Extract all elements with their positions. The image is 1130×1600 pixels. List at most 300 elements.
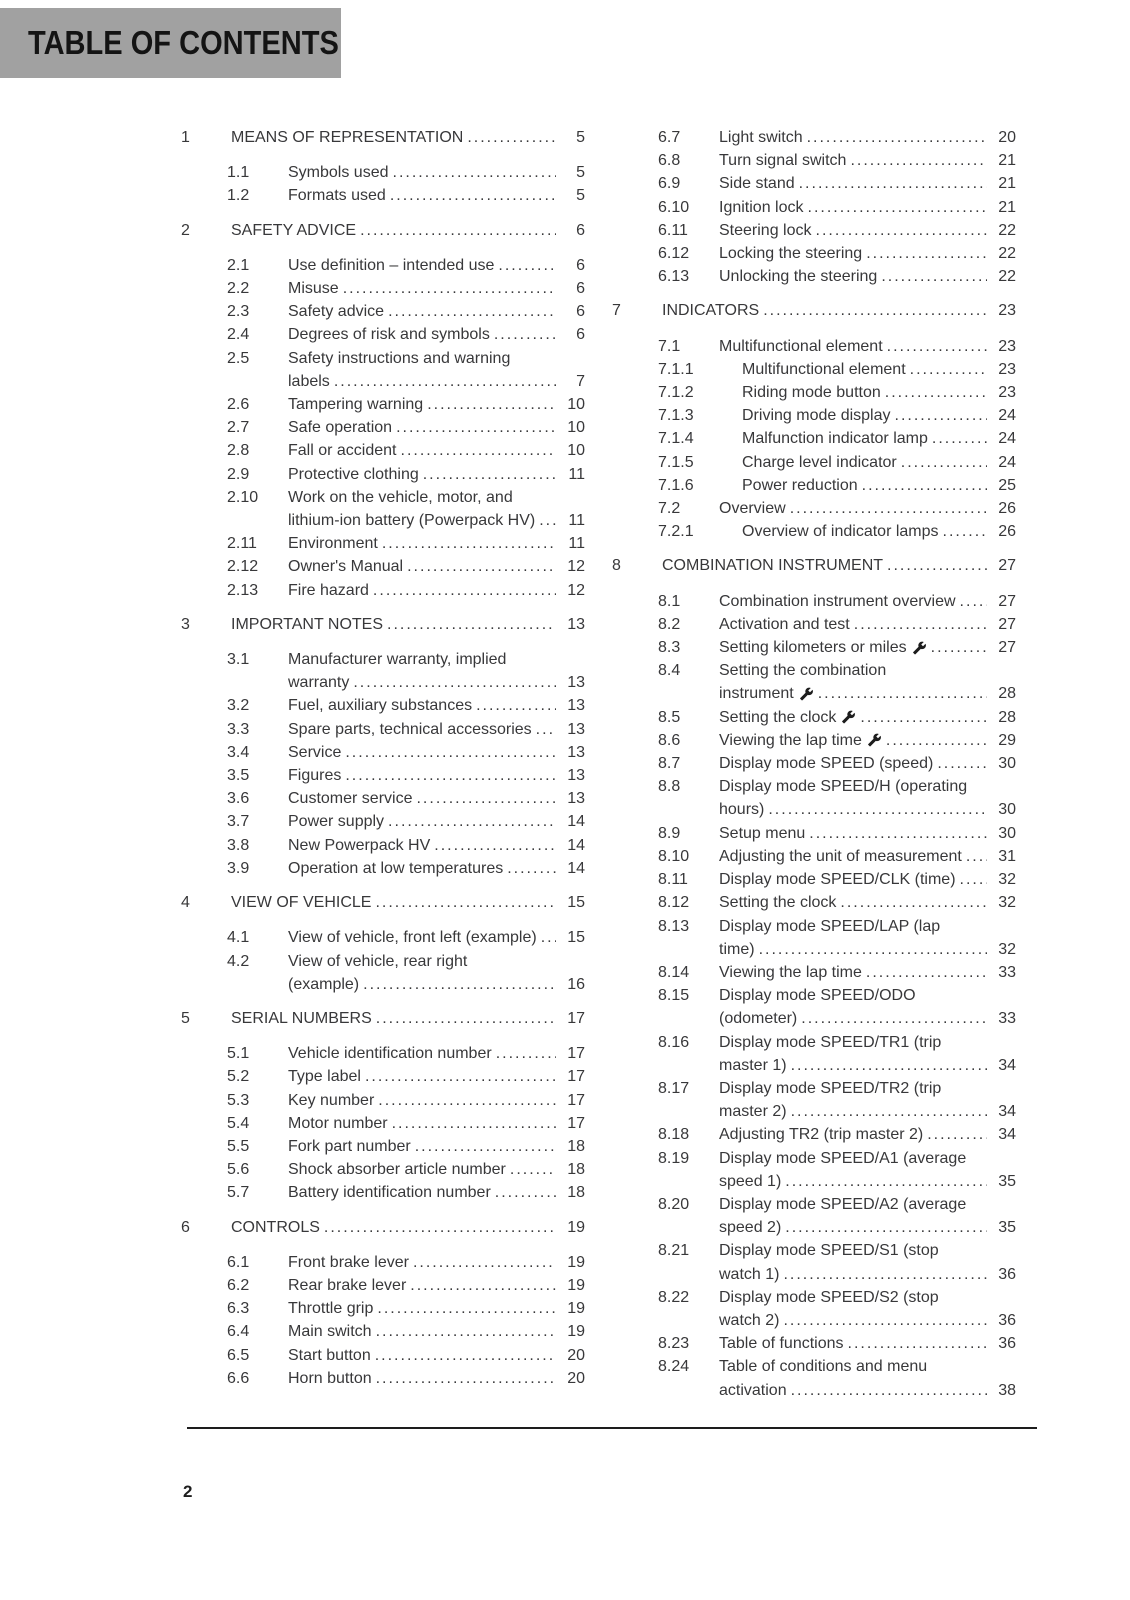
toc-entry-number: 5.7 (227, 1184, 250, 1202)
toc-entry-number: 8.7 (658, 755, 681, 773)
dot-leader (498, 254, 556, 277)
toc-entry-title: COMBINATION INSTRUMENT (662, 557, 884, 575)
toc-entry-page-number: 5 (576, 187, 585, 205)
dot-leader (966, 845, 987, 868)
toc-entry-page-number: 24 (998, 430, 1016, 448)
dot-leader (401, 439, 557, 462)
toc-entry-title: Customer service (288, 790, 413, 808)
dot-leader (377, 1297, 556, 1320)
dot-leader (763, 299, 987, 322)
dot-leader (324, 1216, 556, 1239)
dot-leader (816, 219, 988, 242)
toc-entry-number: 2.13 (227, 581, 259, 599)
toc-entry-page-number: 32 (998, 894, 1016, 912)
toc-entry-page-number: 21 (998, 175, 1016, 193)
toc-entry-page-number: 19 (567, 1218, 585, 1236)
toc-entry (181, 300, 585, 323)
toc-entry-number: 6.1 (227, 1253, 250, 1271)
toc-entry (181, 277, 585, 300)
toc-entry-number: 6.8 (658, 152, 681, 170)
toc-entry-number: 8.5 (658, 708, 681, 726)
toc-entry-title: Power reduction (742, 476, 858, 494)
toc-entry-number: 6.5 (227, 1346, 250, 1364)
dot-leader (791, 1379, 987, 1402)
toc-entry-title: Setting the combination (719, 662, 887, 680)
toc-entry-number: 8.14 (658, 963, 690, 981)
toc-entry-title: Overview of indicator lamps (742, 523, 939, 541)
toc-entry (181, 1042, 585, 1065)
dot-leader (783, 1309, 987, 1332)
toc-entry-number: 8.11 (658, 871, 688, 889)
dot-leader (375, 1344, 556, 1367)
dot-leader (791, 1054, 987, 1077)
toc-entry-title: Fork part number (288, 1137, 411, 1155)
toc-entry (612, 149, 1016, 172)
toc-entry-title: speed 2) (719, 1219, 782, 1237)
dot-leader (510, 1158, 556, 1181)
toc-entry-page-number: 17 (567, 1009, 585, 1027)
dot-leader (360, 219, 556, 242)
toc-entry-title: Manufacturer warranty, implied (288, 651, 507, 669)
toc-entry-number: 8.20 (658, 1195, 690, 1213)
toc-entry-title: Setting kilometers or miles (719, 639, 907, 657)
toc-entry-title: VIEW OF VEHICLE (231, 894, 372, 912)
dot-leader (390, 184, 556, 207)
toc-entry-page-number: 11 (568, 512, 585, 530)
dot-leader (866, 242, 987, 265)
toc-entry (612, 590, 1016, 613)
toc-entry-page-number: 7 (576, 372, 585, 390)
toc-entry-title: Side stand (719, 175, 795, 193)
toc-entry-page-number: 29 (998, 731, 1016, 749)
toc-entry-page-number: 19 (567, 1253, 585, 1271)
toc-entry-title: Owner's Manual (288, 558, 404, 576)
footer-page-number: 2 (183, 1482, 193, 1501)
dot-leader (860, 706, 987, 729)
dot-leader (807, 126, 987, 149)
dot-leader (415, 1135, 556, 1158)
toc-entry (181, 323, 585, 346)
toc-entry-number: 8.13 (658, 917, 690, 935)
toc-entry (612, 1123, 1016, 1146)
toc-entry-title: Key number (288, 1091, 375, 1109)
dot-leader (850, 149, 987, 172)
toc-entry-title: Main switch (288, 1323, 372, 1341)
dot-leader (388, 300, 556, 323)
toc-entry-number: 6.9 (658, 175, 681, 193)
toc-entry-number: 8.16 (658, 1033, 690, 1051)
toc-entry (181, 463, 585, 486)
toc-entry-title: Formats used (288, 187, 386, 205)
toc-entry-number: 2.5 (227, 349, 250, 367)
toc-entry (181, 1251, 585, 1274)
toc-entry-title: Riding mode button (742, 384, 881, 402)
toc-entry (612, 172, 1016, 195)
toc-entry-number: 8.15 (658, 987, 690, 1005)
toc-entry-page-number: 36 (998, 1265, 1016, 1283)
toc-entry-number: 8.17 (658, 1079, 690, 1097)
toc-entry-number: 7.1.6 (658, 476, 694, 494)
toc-entry-page-number: 20 (998, 129, 1016, 146)
toc-entry (181, 184, 585, 207)
toc-entry-number: 6.11 (658, 221, 688, 239)
toc-entry (181, 1320, 585, 1343)
toc-entry-page-number: 19 (567, 1300, 585, 1318)
dot-leader (334, 370, 556, 393)
toc-entry (612, 613, 1016, 636)
toc-entry-page-number: 32 (998, 940, 1016, 958)
toc-entry-number: 3.6 (227, 790, 250, 808)
toc-entry-title: CONTROLS (231, 1218, 320, 1236)
toc-entry-number: 8.10 (658, 847, 690, 865)
dot-leader (809, 822, 987, 845)
toc-entry-title: Adjusting TR2 (trip master 2) (719, 1126, 924, 1144)
toc-entry-number: 3.2 (227, 697, 250, 715)
toc-entry-number: 8.12 (658, 894, 690, 912)
toc-entry-number: 8.23 (658, 1335, 690, 1353)
toc-entry-number: 6.4 (227, 1323, 250, 1341)
dot-leader (862, 474, 987, 497)
toc-entry-title: New Powerpack HV (288, 836, 431, 854)
dot-leader (407, 555, 556, 578)
dot-leader (943, 520, 987, 543)
page-title: TABLE OF CONTENTS (28, 24, 339, 61)
toc-entry (181, 950, 585, 996)
dot-leader (768, 798, 987, 821)
toc-entry (181, 1216, 585, 1239)
toc-entry-title: lithium-ion battery (Powerpack HV) (288, 512, 536, 530)
dot-leader (937, 752, 987, 775)
toc-entry-number: 5.4 (227, 1114, 250, 1132)
toc-entry-title: labels (288, 372, 330, 390)
toc-entry-title: Adjusting the unit of measurement (719, 847, 962, 865)
dot-leader (886, 729, 987, 752)
toc-entry (612, 845, 1016, 868)
toc-entry (612, 822, 1016, 845)
toc-entry-page-number: 17 (567, 1045, 585, 1063)
toc-entry-page-number: 22 (998, 245, 1016, 263)
toc-entry (181, 555, 585, 578)
toc-entry-page-number: 33 (998, 1010, 1016, 1028)
dot-leader (931, 636, 987, 659)
toc-entry (181, 532, 585, 555)
toc-entry (612, 474, 1016, 497)
toc-entry-page-number: 26 (998, 523, 1016, 541)
toc-entry-number: 1.2 (227, 187, 250, 205)
dot-leader (799, 172, 987, 195)
toc-entry-title: Turn signal switch (719, 152, 847, 170)
toc-entry-title: IMPORTANT NOTES (231, 615, 384, 633)
toc-entry-page-number: 23 (998, 360, 1016, 378)
toc-entry-number: 1 (181, 129, 190, 146)
toc-entry-page-number: 13 (567, 790, 585, 808)
toc-entry (181, 219, 585, 242)
toc-entry-page-number: 10 (567, 396, 585, 414)
toc-entry-number: 3.8 (227, 836, 250, 854)
toc-entry-page-number: 23 (998, 337, 1016, 355)
wrench-icon (841, 710, 856, 724)
toc-entry (612, 868, 1016, 891)
toc-entry-title: Unlocking the steering (719, 268, 878, 286)
toc-entry-page-number: 26 (998, 500, 1016, 518)
toc-entry-page-number: 23 (998, 384, 1016, 402)
toc-entry (612, 497, 1016, 520)
toc-entry-title: Viewing the lap time (719, 731, 862, 749)
toc-entry (181, 764, 585, 787)
toc-entry-page-number: 10 (567, 419, 585, 437)
toc-entry (612, 451, 1016, 474)
toc-entry-title: Operation at low temperatures (288, 859, 504, 877)
toc-entry-page-number: 22 (998, 221, 1016, 239)
toc-entry-number: 8.19 (658, 1149, 690, 1167)
toc-entry-title: Type label (288, 1068, 361, 1086)
dot-leader (423, 463, 556, 486)
toc-entry-number: 2.10 (227, 488, 259, 506)
toc-entry (181, 416, 585, 439)
toc-entry-number: 5.2 (227, 1068, 250, 1086)
toc-entry-number: 4 (181, 894, 190, 912)
toc-entry-number: 8.24 (658, 1358, 690, 1376)
toc-entry (181, 161, 585, 184)
toc-entry (181, 1089, 585, 1112)
toc-entry (612, 427, 1016, 450)
dot-leader (866, 961, 987, 984)
toc-entry (612, 1286, 1016, 1332)
toc-entry (181, 1135, 585, 1158)
toc-entry-number: 6.6 (227, 1369, 250, 1387)
toc-entry-number: 5.3 (227, 1091, 250, 1109)
toc-entry-title: Multifunctional element (719, 337, 883, 355)
toc-entry-title: View of vehicle, rear right (288, 952, 468, 970)
toc-entry-title: Light switch (719, 129, 803, 146)
toc-entry (181, 347, 585, 393)
toc-entry (181, 1065, 585, 1088)
toc-entry-number: 3.7 (227, 813, 250, 831)
toc-entry-title: Throttle grip (288, 1300, 374, 1318)
toc-entry (181, 694, 585, 717)
dot-leader (476, 694, 556, 717)
toc-entry-page-number: 13 (567, 697, 585, 715)
toc-entry (181, 1158, 585, 1181)
toc-entry (612, 1239, 1016, 1285)
toc-entry-title: Battery identification number (288, 1184, 491, 1202)
toc-entry (612, 242, 1016, 265)
toc-entry-page-number: 28 (998, 708, 1016, 726)
toc-entry-title: watch 2) (719, 1311, 780, 1329)
toc-entry (181, 891, 585, 914)
toc-entry (612, 520, 1016, 543)
toc-entry (612, 126, 1016, 149)
toc-entry (181, 1007, 585, 1030)
toc-entry-title: (odometer) (719, 1010, 798, 1028)
toc-entry-title: Service (288, 743, 342, 761)
toc-entry-number: 3.3 (227, 720, 250, 738)
toc-column-left (181, 126, 585, 1390)
toc-entry-page-number: 10 (567, 442, 585, 460)
toc-entry-number: 8.9 (658, 824, 681, 842)
toc-entry (612, 358, 1016, 381)
dot-leader (345, 764, 556, 787)
toc-entry-title: Ignition lock (719, 198, 804, 216)
toc-entry (181, 787, 585, 810)
toc-entry-number: 6.3 (227, 1300, 250, 1318)
toc-entry-title: Fall or accident (288, 442, 397, 460)
toc-entry-page-number: 38 (998, 1381, 1016, 1399)
toc-entry-title: warranty (288, 674, 350, 692)
header-bar (0, 8, 341, 78)
toc-entry-page-number: 15 (567, 894, 585, 912)
toc-entry-title: time) (719, 940, 755, 958)
toc-entry-page-number: 12 (567, 558, 585, 576)
toc-entry-page-number: 13 (567, 615, 585, 633)
toc-entry-number: 8.4 (658, 662, 681, 680)
toc-entry-title: master 2) (719, 1103, 787, 1121)
toc-entry (181, 741, 585, 764)
dot-leader (881, 265, 987, 288)
dot-leader (382, 532, 556, 555)
toc-entry-title: Figures (288, 767, 342, 785)
toc-entry-page-number: 34 (998, 1103, 1016, 1121)
toc-entry-number: 6.2 (227, 1276, 250, 1294)
toc-entry-page-number: 14 (567, 836, 585, 854)
toc-entry (612, 1031, 1016, 1077)
toc-entry (181, 857, 585, 880)
toc-entry-title: Display mode SPEED/A2 (average (719, 1195, 967, 1213)
toc-entry-number: 8.1 (658, 592, 681, 610)
toc-entry-number: 6.12 (658, 245, 690, 263)
toc-entry-title: View of vehicle, front left (example) (288, 929, 537, 947)
toc-entry-page-number: 18 (567, 1137, 585, 1155)
toc-entry-page-number: 24 (998, 453, 1016, 471)
toc-entry-number: 1.1 (227, 164, 250, 182)
toc-entry-page-number: 12 (567, 581, 585, 599)
toc-entry-page-number: 6 (576, 280, 585, 298)
toc-entry-page-number: 13 (567, 674, 585, 692)
toc-entry-number: 6 (181, 1218, 190, 1236)
toc-entry-page-number: 6 (576, 326, 585, 344)
toc-entry-title: Start button (288, 1346, 371, 1364)
toc-entry-page-number: 27 (998, 557, 1016, 575)
dot-leader (818, 682, 987, 705)
toc-entry-number: 2.1 (227, 256, 250, 274)
toc-entry-page-number: 16 (567, 975, 585, 993)
toc-entry-number: 4.2 (227, 952, 250, 970)
toc-entry-number: 2.2 (227, 280, 250, 298)
toc-entry-page-number: 11 (568, 465, 585, 483)
toc-entry-title: Table of functions (719, 1335, 844, 1353)
dot-leader (783, 1263, 987, 1286)
toc-entry-page-number: 34 (998, 1126, 1016, 1144)
toc-entry-title: Charge level indicator (742, 453, 897, 471)
dot-leader (467, 126, 556, 149)
toc-entry-page-number: 21 (998, 152, 1016, 170)
dot-leader (536, 718, 556, 741)
toc-entry (612, 1147, 1016, 1193)
toc-entry-number: 7 (612, 302, 621, 320)
toc-entry-number: 3.9 (227, 859, 250, 877)
toc-entry-title: Protective clothing (288, 465, 419, 483)
toc-entry (612, 219, 1016, 242)
toc-entry-page-number: 27 (998, 639, 1016, 657)
toc-entry-number: 6.13 (658, 268, 690, 286)
dot-leader (363, 973, 556, 996)
dot-leader (396, 416, 556, 439)
toc-entry (181, 393, 585, 416)
toc-entry-number: 7.1.1 (658, 360, 694, 378)
toc-entry-number: 3.5 (227, 767, 250, 785)
toc-entry-page-number: 11 (568, 535, 585, 553)
toc-entry (612, 1332, 1016, 1355)
toc-entry-page-number: 6 (576, 303, 585, 321)
dot-leader (387, 613, 556, 636)
toc-entry-number: 7.1.4 (658, 430, 694, 448)
toc-entry (612, 891, 1016, 914)
toc-entry-number: 7.1.2 (658, 384, 694, 402)
toc-entry-title: Display mode SPEED/H (operating (719, 778, 968, 796)
toc-entry-title: Work on the vehicle, motor, and (288, 488, 513, 506)
dot-leader (496, 1042, 556, 1065)
toc-entry-title: Tampering warning (288, 396, 424, 414)
toc-entry-title: Display mode SPEED (speed) (719, 755, 934, 773)
toc-entry-title: Front brake lever (288, 1253, 409, 1271)
toc-entry-page-number: 6 (576, 221, 585, 239)
dot-leader (895, 404, 987, 427)
toc-entry-page-number: 19 (567, 1276, 585, 1294)
toc-entry-title: Display mode SPEED/CLK (time) (719, 871, 956, 889)
dot-leader (353, 671, 556, 694)
toc-entry-title: master 1) (719, 1056, 787, 1074)
toc-entry-number: 2.4 (227, 326, 250, 344)
dot-leader (791, 1100, 987, 1123)
toc-entry (612, 729, 1016, 752)
toc-entry-page-number: 30 (998, 755, 1016, 773)
toc-entry (181, 1181, 585, 1204)
dot-leader (427, 393, 556, 416)
toc-entry-number: 2.12 (227, 558, 259, 576)
toc-entry-page-number: 13 (567, 767, 585, 785)
toc-entry-title: SAFETY ADVICE (231, 221, 357, 239)
toc-entry-page-number: 13 (567, 720, 585, 738)
toc-entry-page-number: 5 (576, 129, 585, 146)
toc-entry-title: Overview (719, 500, 786, 518)
dot-leader (541, 926, 556, 949)
toc-entry-title: Fuel, auxiliary substances (288, 697, 473, 715)
dot-leader (495, 1181, 556, 1204)
toc-entry (181, 126, 585, 149)
toc-entry-page-number: 13 (567, 743, 585, 761)
dot-leader (413, 1251, 556, 1274)
toc-entry-title: Environment (288, 535, 378, 553)
toc-entry-page-number: 25 (998, 476, 1016, 494)
toc-entry (181, 926, 585, 949)
toc-entry (181, 486, 585, 532)
toc-entry-number: 6.7 (658, 129, 681, 146)
toc-entry-title: Combination instrument overview (719, 592, 956, 610)
toc-entry-number: 4.1 (227, 929, 250, 947)
toc-entry-number: 5 (181, 1009, 190, 1027)
toc-entry (612, 404, 1016, 427)
dot-leader (392, 1112, 556, 1135)
toc-entry-title: Display mode SPEED/A1 (average (719, 1149, 967, 1167)
toc-entry-title: Use definition – intended use (288, 256, 495, 274)
dot-leader (960, 868, 987, 891)
wrench-icon (867, 733, 882, 747)
dot-leader (840, 891, 987, 914)
toc-entry-title: Safety advice (288, 303, 385, 321)
toc-entry-title: activation (719, 1381, 787, 1399)
toc-entry-title: Viewing the lap time (719, 963, 862, 981)
dot-leader (365, 1065, 556, 1088)
